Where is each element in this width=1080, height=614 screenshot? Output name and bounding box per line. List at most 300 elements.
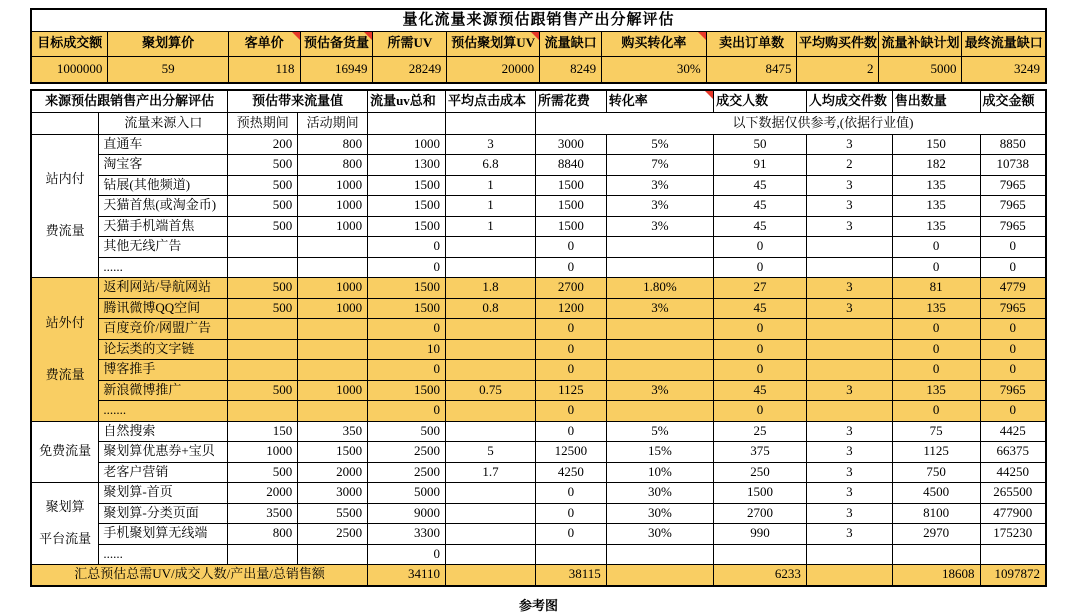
data-cell: 1000 [298,216,368,237]
data-cell: 7965 [980,196,1046,217]
table-row [31,134,1046,155]
summary-cell [446,565,536,586]
data-cell: 1500 [298,442,368,463]
column-header: 所需UV [373,31,447,57]
detail-header-row [31,90,1046,113]
data-cell [606,237,713,258]
data-cell: 135 [892,380,980,401]
data-cell [446,360,536,381]
data-cell: 2500 [368,462,446,483]
data-cell: 1200 [535,298,606,319]
data-cell: 1500 [368,175,446,196]
section-label [31,134,99,278]
data-cell: 135 [892,175,980,196]
data-cell: 0 [368,401,446,422]
data-cell: 3 [806,298,892,319]
data-cell: 12500 [535,442,606,463]
data-cell: 0 [892,319,980,340]
data-cell: 250 [714,462,807,483]
data-cell: 45 [714,298,807,319]
value-cell: 16949 [300,57,373,83]
value-cell: 8249 [540,57,602,83]
summary-table [30,8,1047,84]
summary-cell [606,565,713,586]
comment-marker-icon [698,32,706,40]
data-cell [446,524,536,545]
metric-header: 平均点击成本 [446,90,536,113]
data-cell: 3 [806,380,892,401]
data-cell: 750 [892,462,980,483]
row-label: 钻展(其他频道) [99,175,228,196]
summary-label: 汇总预估总需UV/成交人数/产出量/总销售额 [31,565,368,586]
data-cell [446,421,536,442]
section-label-text: 站内付 费流量 [45,171,85,239]
data-cell: 2500 [368,442,446,463]
spreadsheet [30,8,1047,614]
data-cell: 1500 [368,278,446,299]
data-cell [446,257,536,278]
row-label: 直通车 [99,134,228,155]
table-row [31,278,1046,299]
row-label: 其他无线广告 [99,237,228,258]
data-cell: 2700 [714,503,807,524]
table-row [31,421,1046,442]
data-cell [446,544,536,565]
data-cell [298,237,368,258]
data-cell: 175230 [980,524,1046,545]
corner-title: 来源预估跟销售产出分解评估 [31,90,228,113]
value-cell: 2 [797,57,879,83]
data-cell: 1125 [535,380,606,401]
row-label: 百度竞价/网盟广告 [99,319,228,340]
data-cell: 0 [535,483,606,504]
data-cell: 0 [892,360,980,381]
data-cell: 10 [368,339,446,360]
data-cell [806,257,892,278]
data-cell: 45 [714,196,807,217]
data-cell: 0 [980,339,1046,360]
metric-header: 成交金额 [980,90,1046,113]
data-cell: 0 [892,257,980,278]
data-cell: 5% [606,421,713,442]
data-cell: 7965 [980,380,1046,401]
comment-marker-icon [292,32,300,40]
data-cell [806,339,892,360]
data-cell: 8100 [892,503,980,524]
data-cell [228,237,298,258]
section-label-text: 站外付 费流量 [45,314,85,382]
table-row [31,339,1046,360]
data-cell: 500 [368,421,446,442]
table-row [31,196,1046,217]
data-cell: 1125 [892,442,980,463]
data-cell [228,544,298,565]
data-cell [228,360,298,381]
row-label: 返利网站/导航网站 [99,278,228,299]
column-header: 购买转化率 [602,31,707,57]
reference-note: 以下数据仅供参考,(依据行业值) [535,113,1046,135]
data-cell: 1000 [298,196,368,217]
row-label: 腾讯微博QQ空间 [99,298,228,319]
data-cell: 375 [714,442,807,463]
data-cell: 0 [535,360,606,381]
column-header: 聚划算价 [108,31,228,57]
data-cell: 5 [446,442,536,463]
data-cell: 2000 [298,462,368,483]
data-cell [298,319,368,340]
column-header: 目标成交额 [31,31,108,57]
detail-subheader-row [31,113,1046,135]
data-cell: 30% [606,483,713,504]
data-cell: 350 [298,421,368,442]
column-header: 客单价 [228,31,300,57]
data-cell: 1500 [535,196,606,217]
row-label: 聚划算-分类页面 [99,503,228,524]
data-cell: 0 [714,401,807,422]
data-cell: 1500 [535,216,606,237]
data-cell: 3 [446,134,536,155]
data-cell: 4425 [980,421,1046,442]
data-cell: 8850 [980,134,1046,155]
data-cell: 135 [892,216,980,237]
data-cell: 3 [806,483,892,504]
data-cell: 25 [714,421,807,442]
data-cell [806,401,892,422]
data-cell: 1000 [368,134,446,155]
data-cell: 150 [892,134,980,155]
data-cell: 1.80% [606,278,713,299]
data-cell: 4500 [892,483,980,504]
data-cell [446,401,536,422]
data-cell [892,544,980,565]
table-row [31,380,1046,401]
data-cell: 0 [980,401,1046,422]
data-cell: 5500 [298,503,368,524]
data-cell: 0 [535,524,606,545]
detail-table [30,89,1047,587]
comment-marker-icon [705,91,713,99]
data-cell: 500 [228,216,298,237]
data-cell [606,339,713,360]
table-row [31,462,1046,483]
page-title: 量化流量来源预估跟销售产出分解评估 [31,9,1046,31]
flow-value-header: 预估带来流量值 [228,90,368,113]
table-row [31,442,1046,463]
data-cell: 1500 [535,175,606,196]
data-cell: 1000 [298,175,368,196]
summary-cell [806,565,892,586]
data-cell: 150 [228,421,298,442]
table-row [31,298,1046,319]
value-cell: 8475 [706,57,797,83]
section-label [31,483,99,565]
data-cell: 1500 [368,380,446,401]
data-cell [446,339,536,360]
row-label: 淘宝客 [99,155,228,176]
row-label: 博客推手 [99,360,228,381]
table-row [31,544,1046,565]
data-cell: 3 [806,442,892,463]
data-cell: 3% [606,216,713,237]
data-cell: 15% [606,442,713,463]
summary-cell: 1097872 [980,565,1046,586]
data-cell: 7% [606,155,713,176]
row-label: 老客户营销 [99,462,228,483]
row-label: 论坛类的文字链 [99,339,228,360]
data-cell: 5000 [368,483,446,504]
table-row [31,237,1046,258]
data-cell [446,503,536,524]
row-label: 聚划算优惠券+宝贝 [99,442,228,463]
data-cell: 265500 [980,483,1046,504]
data-cell: 1500 [368,216,446,237]
data-cell [298,339,368,360]
data-cell: 1300 [368,155,446,176]
data-cell: 1500 [368,298,446,319]
data-cell: 44250 [980,462,1046,483]
title-row [31,9,1046,31]
data-cell: 3000 [535,134,606,155]
data-cell: 7965 [980,175,1046,196]
data-cell [446,483,536,504]
column-header: 最终流量缺口 [962,31,1046,57]
data-cell: 135 [892,298,980,319]
data-cell: 0 [892,339,980,360]
metric-header: 售出数量 [892,90,980,113]
metric-header: 转化率 [606,90,713,113]
data-cell: 0 [368,237,446,258]
row-label: ...... [99,257,228,278]
data-cell: 1.8 [446,278,536,299]
metric-header: 成交人数 [714,90,807,113]
data-cell: 3 [806,524,892,545]
data-cell: 3 [806,196,892,217]
data-cell: 800 [298,155,368,176]
data-cell: 500 [228,298,298,319]
row-label: 聚划算-首页 [99,483,228,504]
data-cell: 0 [980,257,1046,278]
data-cell: 3 [806,462,892,483]
data-cell: 3 [806,278,892,299]
table-row [31,524,1046,545]
data-cell: 2970 [892,524,980,545]
table-row [31,503,1046,524]
data-cell: 27 [714,278,807,299]
data-cell [606,544,713,565]
data-cell: 3% [606,175,713,196]
value-cell: 118 [228,57,300,83]
data-cell: 0 [535,421,606,442]
table-row [31,175,1046,196]
table-row [31,216,1046,237]
value-cell: 5000 [879,57,962,83]
row-label: 新浪微博推广 [99,380,228,401]
data-cell: 1000 [228,442,298,463]
data-cell: 0 [535,339,606,360]
data-cell: 1 [446,175,536,196]
data-cell: 5% [606,134,713,155]
summary-cell: 34110 [368,565,446,586]
data-cell [606,319,713,340]
row-label: ...... [99,544,228,565]
data-cell: 4250 [535,462,606,483]
summary-cell: 6233 [714,565,807,586]
data-cell: 2 [806,155,892,176]
data-cell: 0.8 [446,298,536,319]
data-cell: 0 [368,360,446,381]
data-cell: 0 [980,319,1046,340]
data-cell: 66375 [980,442,1046,463]
data-cell [606,360,713,381]
table-row [31,319,1046,340]
data-cell: 0 [714,339,807,360]
data-cell: 3 [806,175,892,196]
data-cell [298,257,368,278]
data-cell: 1500 [368,196,446,217]
data-cell: 91 [714,155,807,176]
data-cell: 182 [892,155,980,176]
summary-values-row [31,57,1046,83]
data-cell [298,544,368,565]
data-cell: 3300 [368,524,446,545]
data-cell: 7965 [980,216,1046,237]
value-cell: 3249 [962,57,1046,83]
data-cell: 0 [368,319,446,340]
column-header: 预估聚划算UV [447,31,540,57]
data-cell: 800 [298,134,368,155]
row-label: 手机聚划算无线端 [99,524,228,545]
data-cell [980,544,1046,565]
table-row [31,155,1046,176]
section-label-text: 免费流量 [39,443,92,459]
data-cell: 0 [535,503,606,524]
column-header: 流量补缺计划 [879,31,962,57]
column-header: 平均购买件数 [797,31,879,57]
data-cell: 81 [892,278,980,299]
data-cell: 0 [714,237,807,258]
data-cell: 50 [714,134,807,155]
value-cell: 30% [602,57,707,83]
blank-cell [446,113,536,135]
data-cell: 0 [368,257,446,278]
summary-cell: 18608 [892,565,980,586]
comment-marker-icon [364,32,372,40]
table-row [31,483,1046,504]
data-cell: 0.75 [446,380,536,401]
data-cell: 6.8 [446,155,536,176]
data-cell [228,339,298,360]
data-cell: 3% [606,380,713,401]
data-cell: 45 [714,175,807,196]
data-cell: 3 [806,421,892,442]
data-cell: 500 [228,175,298,196]
data-cell: 3% [606,196,713,217]
value-cell: 59 [108,57,228,83]
value-cell: 28249 [373,57,447,83]
blank-cell [368,113,446,135]
data-cell: 3% [606,298,713,319]
data-cell [228,401,298,422]
data-cell: 0 [980,237,1046,258]
data-cell: 0 [714,257,807,278]
section-label [31,421,99,483]
data-cell: 1 [446,216,536,237]
data-cell [606,257,713,278]
data-cell: 135 [892,196,980,217]
table-row [31,360,1046,381]
data-cell: 7965 [980,298,1046,319]
data-cell: 10738 [980,155,1046,176]
data-cell: 0 [368,544,446,565]
data-cell: 477900 [980,503,1046,524]
row-label: 自然搜索 [99,421,228,442]
data-cell: 9000 [368,503,446,524]
active-period-header: 活动期间 [298,113,368,135]
data-cell: 30% [606,524,713,545]
column-header: 卖出订单数 [706,31,797,57]
data-cell: 30% [606,503,713,524]
data-cell: 3 [806,503,892,524]
data-cell: 0 [892,237,980,258]
data-cell: 2000 [228,483,298,504]
summary-header-row [31,31,1046,57]
data-cell: 0 [535,401,606,422]
data-cell: 3 [806,134,892,155]
data-cell: 0 [535,319,606,340]
data-cell: 45 [714,216,807,237]
data-cell: 0 [714,360,807,381]
data-cell [806,237,892,258]
data-cell: 45 [714,380,807,401]
data-cell: 1.7 [446,462,536,483]
data-cell [228,257,298,278]
data-cell: 4779 [980,278,1046,299]
data-cell: 1000 [298,298,368,319]
row-label: 天猫手机端首焦 [99,216,228,237]
row-label: 天猫首焦(或淘金币) [99,196,228,217]
caption: 参考图 [518,597,558,613]
pre-period-header: 预热期间 [228,113,298,135]
data-cell: 2700 [535,278,606,299]
column-header: 预估备货量 [300,31,373,57]
metric-header: 所需花费 [535,90,606,113]
data-cell [535,544,606,565]
data-cell [606,401,713,422]
data-cell: 1000 [298,278,368,299]
data-cell: 0 [714,319,807,340]
data-cell: 0 [535,257,606,278]
value-cell: 20000 [447,57,540,83]
row-label: ....... [99,401,228,422]
metric-header: 人均成交件数 [806,90,892,113]
data-cell [298,401,368,422]
table-row [31,257,1046,278]
data-cell [446,237,536,258]
data-cell: 1 [446,196,536,217]
summary-cell: 38115 [535,565,606,586]
data-cell [806,319,892,340]
data-cell: 0 [535,237,606,258]
data-cell: 500 [228,196,298,217]
data-cell: 8840 [535,155,606,176]
data-cell: 1000 [298,380,368,401]
data-cell: 500 [228,155,298,176]
data-cell [806,544,892,565]
metric-header: 流量uv总和 [368,90,446,113]
data-cell [806,360,892,381]
data-cell: 1500 [714,483,807,504]
data-cell: 3 [806,216,892,237]
